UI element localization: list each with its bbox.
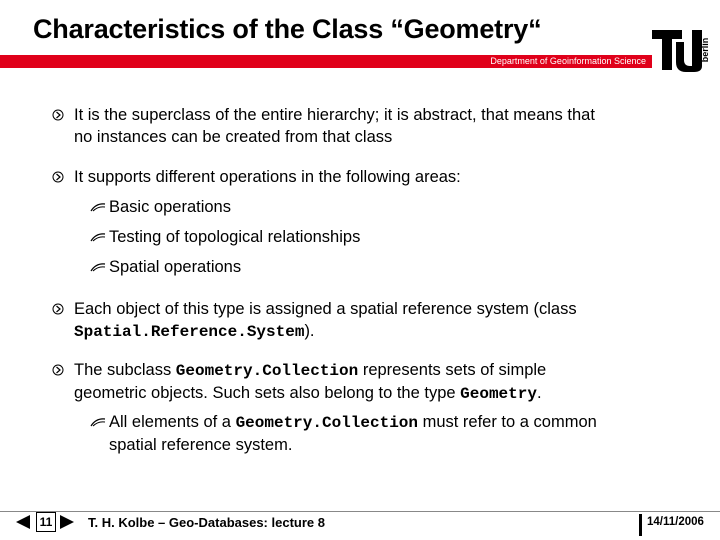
bullet-line <box>74 382 546 405</box>
bullet-line: Each object of this type is assigned a spatial reference system (class <box>74 300 577 318</box>
footer-divider <box>0 511 720 512</box>
header-red-bar <box>0 55 652 68</box>
code-text: Geometry <box>460 385 537 403</box>
text-span: . <box>536 384 542 402</box>
previous-slide-icon[interactable] <box>16 515 30 529</box>
page-number: 11 <box>36 512 56 532</box>
text-span: The subclass <box>74 361 176 379</box>
code-text: Geometry.Collection <box>175 362 359 380</box>
text-span: represents sets of simple <box>358 361 547 379</box>
bullet-line: It is the superclass of the entire hierarchy; it is abstract, that means that <box>74 106 595 124</box>
svg-text:berlin: berlin <box>700 37 710 63</box>
sub-bullet-text <box>109 411 597 456</box>
sub-bullet-icon <box>90 417 106 427</box>
bullet-text <box>74 298 577 343</box>
bullet-icon <box>52 171 64 183</box>
text-span: ). <box>304 322 315 340</box>
slide-title: Characteristics of the Class “Geometry“ <box>33 14 542 44</box>
sub-bullet-icon <box>90 262 106 272</box>
code-text: Spatial.Reference.System <box>74 323 305 341</box>
bullet-icon <box>52 109 64 121</box>
bullet-line: spatial reference system. <box>109 436 293 454</box>
footer-author: T. H. Kolbe – Geo-Databases: lecture 8 <box>88 515 325 530</box>
text-span: must refer to a common <box>418 413 597 431</box>
sub-bullet-icon <box>90 232 106 242</box>
text-span: geometric objects. Such sets also belong to the type <box>74 384 461 402</box>
bullet-line <box>74 359 546 382</box>
slide-footer <box>0 510 720 540</box>
sub-bullet-text: Testing of topological relationships <box>109 228 361 246</box>
footer-date: 14/11/2006 <box>647 516 704 528</box>
bullet-icon <box>52 364 64 376</box>
bullet-line: no instances can be created from that class <box>74 128 393 146</box>
date-divider <box>639 514 642 536</box>
sub-bullet-icon <box>90 202 106 212</box>
tu-berlin-logo <box>652 26 714 72</box>
bullet-line <box>109 411 597 434</box>
bullet-text <box>74 359 546 405</box>
bullet-text <box>74 104 595 148</box>
bullet-line <box>74 320 577 343</box>
sub-bullet-text: Basic operations <box>109 198 231 216</box>
sub-bullet-text: Spatial operations <box>109 258 242 276</box>
bullet-text: It supports different operations in the following areas: <box>74 168 461 186</box>
code-text: Geometry.Collection <box>235 414 418 432</box>
next-slide-icon[interactable] <box>60 515 74 529</box>
department-label: Department of Geoinformation Science <box>490 56 646 66</box>
text-span: All elements of a <box>109 413 236 431</box>
bullet-icon <box>52 303 64 315</box>
